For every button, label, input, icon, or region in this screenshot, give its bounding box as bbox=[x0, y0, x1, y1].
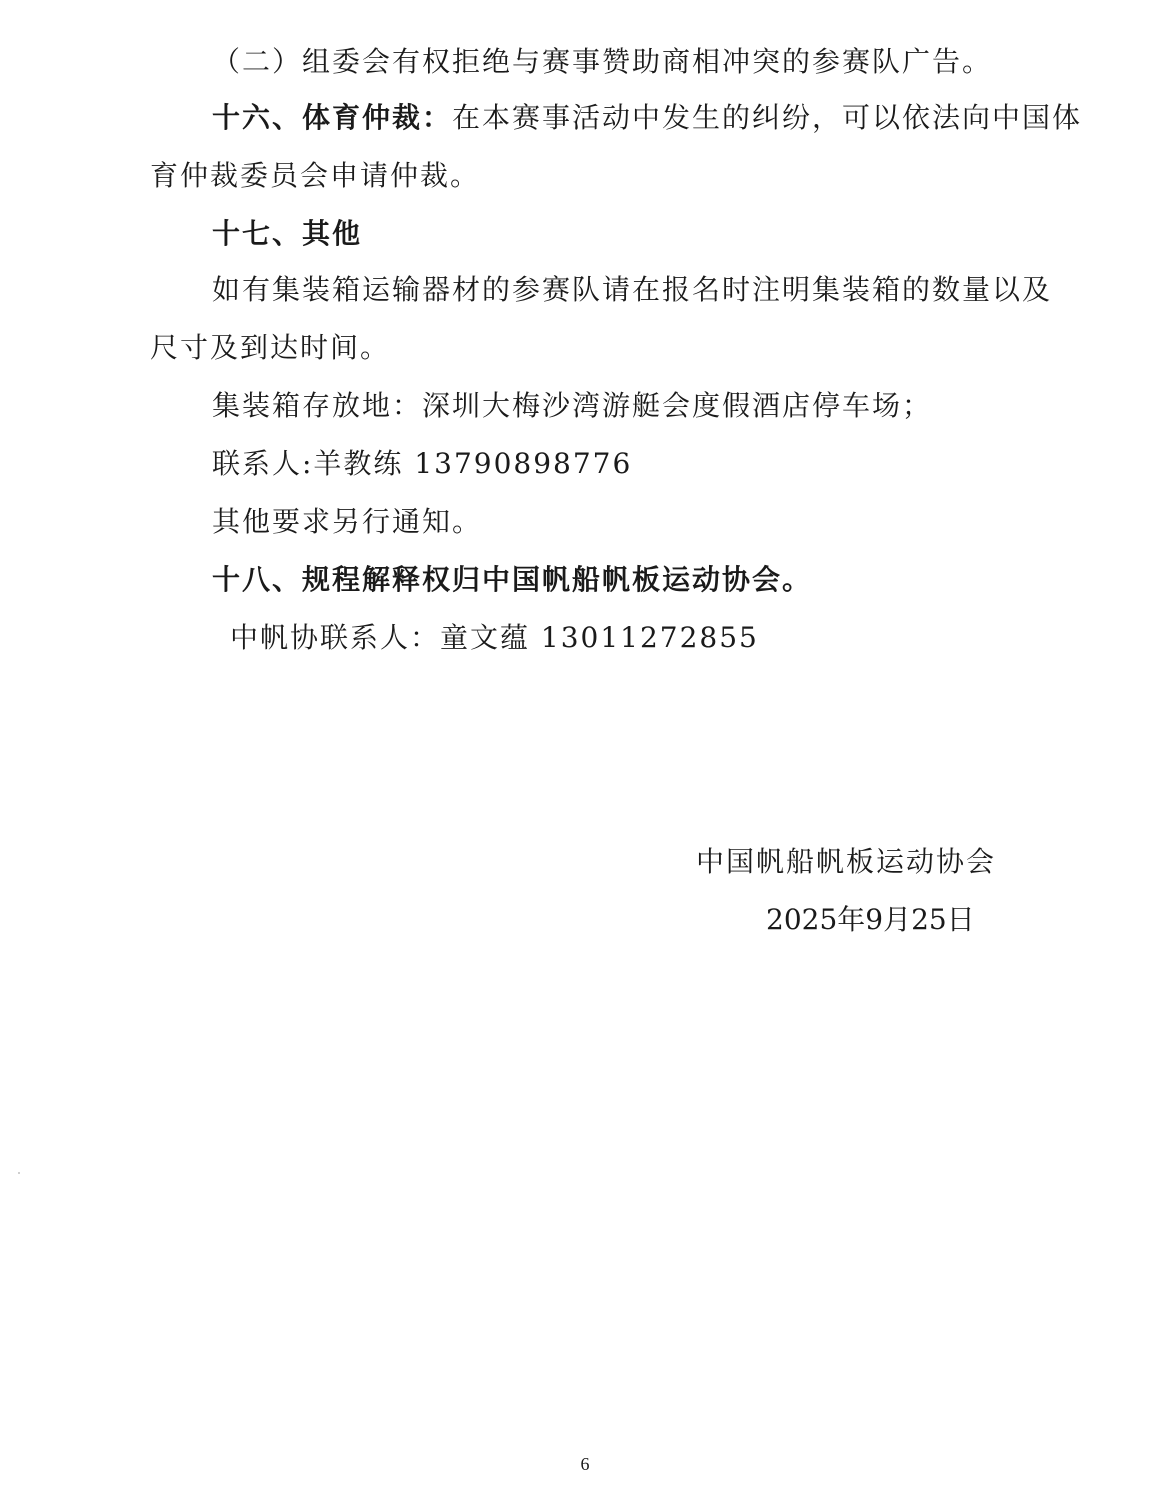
paragraph-sponsor-conflict bbox=[212, 42, 992, 82]
paragraph-text: 集装箱存放地：深圳大梅沙湾游艇会度假酒店停车场； bbox=[212, 389, 933, 422]
paragraph-text: 其他要求另行通知。 bbox=[212, 505, 483, 538]
scan-speck bbox=[18, 1172, 20, 1174]
section-16-line bbox=[212, 98, 1082, 138]
page-number: 6 bbox=[580, 1454, 590, 1474]
paragraph-text: 联系人:羊教练 13790898776 bbox=[212, 447, 633, 480]
paragraph-container-storage bbox=[212, 386, 932, 426]
paragraph-text: 中帆协联系人：童文蕴 13011272855 bbox=[230, 621, 759, 654]
section-heading-other: 十七、其他 bbox=[212, 217, 363, 250]
paragraph-text: 育仲裁委员会申请仲裁。 bbox=[150, 159, 481, 192]
paragraph-cya-contact bbox=[230, 618, 759, 658]
paragraph-text: 尺寸及到达时间。 bbox=[150, 331, 391, 364]
paragraph-contact-coach bbox=[212, 444, 632, 484]
paragraph-other-requirements bbox=[212, 502, 482, 542]
paragraph-container-transport bbox=[212, 270, 1052, 310]
paragraph-text: 在本赛事活动中发生的纠纷，可以依法向中国体 bbox=[452, 101, 1083, 134]
signature-organization: 中国帆船帆板运动协会 bbox=[696, 845, 997, 878]
paragraph-text: 如有集装箱运输器材的参赛队请在报名时注明集装箱的数量以及 bbox=[212, 273, 1053, 306]
section-heading-arbitration: 十六、体育仲裁： bbox=[212, 101, 453, 134]
paragraph-text: （二）组委会有权拒绝与赛事赞助商相冲突的参赛队广告。 bbox=[212, 45, 993, 78]
paragraph-container-continuation bbox=[150, 328, 390, 368]
section-16-continuation bbox=[150, 156, 480, 196]
section-heading-interpretation: 十八、规程解释权归中国帆船帆板运动协会。 bbox=[212, 563, 813, 596]
signature-date: 2025年9月25日 bbox=[766, 903, 975, 936]
